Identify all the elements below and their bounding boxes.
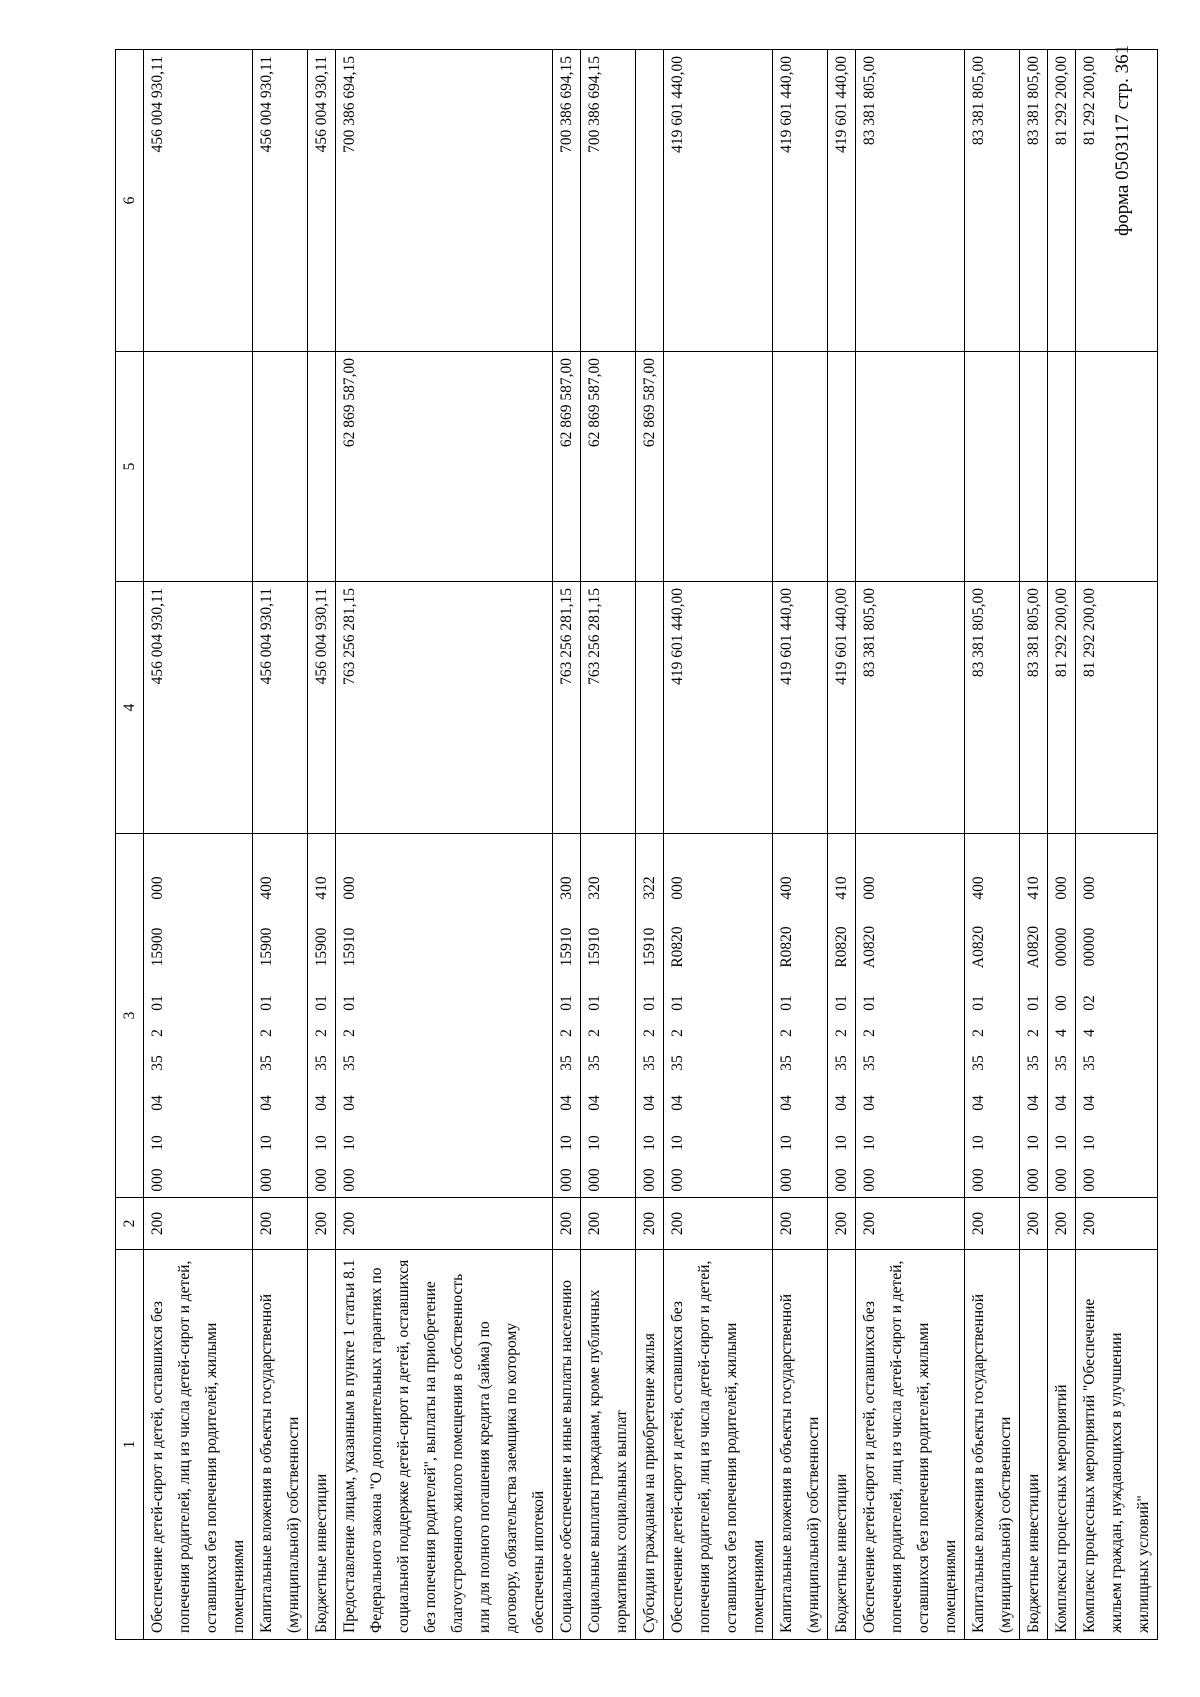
code-segment: 000 xyxy=(669,876,686,900)
row-line-code: 200 xyxy=(1048,1198,1076,1250)
code-segment: 01 xyxy=(641,995,658,1011)
code-segment: 35 xyxy=(1053,1055,1070,1071)
row-budget-classification-code xyxy=(581,834,636,1198)
row-line-code: 200 xyxy=(636,1198,664,1250)
code-segment: 10 xyxy=(586,1135,603,1151)
code-segment: 10 xyxy=(558,1135,575,1151)
row-line-code: 200 xyxy=(664,1198,773,1250)
row-approved-amount: 81 292 200,00 xyxy=(1076,582,1158,834)
row-executed-amount xyxy=(856,352,965,582)
code-segment: 04 xyxy=(1053,1095,1070,1111)
row-approved-amount xyxy=(636,582,664,834)
code-segment: 000 xyxy=(1053,876,1070,900)
code-segment: 35 xyxy=(1081,1055,1098,1071)
row-executed-amount: 62 869 587,00 xyxy=(581,352,636,582)
code-segment: 000 xyxy=(861,876,878,900)
row-executed-amount xyxy=(253,352,308,582)
row-unexecuted-amount: 419 601 440,00 xyxy=(664,50,773,352)
row-approved-amount: 456 004 930,11 xyxy=(144,582,253,834)
code-segment: 15910 xyxy=(586,927,603,967)
code-segment: 01 xyxy=(833,995,850,1011)
row-approved-amount: 83 381 805,00 xyxy=(965,582,1020,834)
row-description: Комплексы процессных мероприятий xyxy=(1048,1250,1076,1640)
row-unexecuted-amount: 419 601 440,00 xyxy=(828,50,856,352)
row-budget-classification-code xyxy=(664,834,773,1198)
code-segment: 400 xyxy=(970,876,987,900)
column-header-5: 5 xyxy=(116,352,144,582)
code-segment: 15900 xyxy=(258,927,275,967)
row-budget-classification-code xyxy=(253,834,308,1198)
code-segment: 10 xyxy=(669,1135,686,1151)
row-executed-amount xyxy=(773,352,828,582)
code-segment: 00000 xyxy=(1053,927,1070,967)
code-segment: 10 xyxy=(149,1135,166,1151)
code-segment: 000 xyxy=(558,1168,575,1192)
code-segment: A0820 xyxy=(970,925,987,969)
row-line-code: 200 xyxy=(253,1198,308,1250)
code-segment: 000 xyxy=(341,1168,358,1192)
code-segment: 2 xyxy=(641,1029,658,1037)
code-segment: 000 xyxy=(149,876,166,900)
row-unexecuted-amount: 700 386 694,15 xyxy=(336,50,553,352)
row-approved-amount: 419 601 440,00 xyxy=(828,582,856,834)
code-segment: 04 xyxy=(970,1095,987,1111)
code-segment: 322 xyxy=(641,876,658,900)
code-segment: 320 xyxy=(586,876,603,900)
column-header-6: 6 xyxy=(116,50,144,352)
row-executed-amount xyxy=(965,352,1020,582)
table-row xyxy=(253,50,308,1640)
code-segment: 410 xyxy=(1025,876,1042,900)
row-unexecuted-amount: 700 386 694,15 xyxy=(553,50,581,352)
row-line-code: 200 xyxy=(965,1198,1020,1250)
code-segment: 000 xyxy=(149,1168,166,1192)
code-segment: 04 xyxy=(778,1095,795,1111)
row-description: Бюджетные инвестиции xyxy=(828,1250,856,1640)
row-line-code: 200 xyxy=(144,1198,253,1250)
code-segment: 10 xyxy=(861,1135,878,1151)
table-row xyxy=(553,50,581,1640)
table-row xyxy=(1048,50,1076,1640)
row-budget-classification-code xyxy=(553,834,581,1198)
code-segment: 04 xyxy=(313,1095,330,1111)
code-segment: 02 xyxy=(1081,995,1098,1011)
row-line-code: 200 xyxy=(828,1198,856,1250)
code-segment: 15910 xyxy=(641,927,658,967)
code-segment: 00 xyxy=(1053,995,1070,1011)
code-segment: 04 xyxy=(558,1095,575,1111)
code-segment: 04 xyxy=(641,1095,658,1111)
code-segment: 04 xyxy=(861,1095,878,1111)
row-approved-amount: 456 004 930,11 xyxy=(253,582,308,834)
code-segment: 4 xyxy=(1053,1029,1070,1037)
table-row xyxy=(336,50,553,1640)
code-segment: A0820 xyxy=(1025,925,1042,969)
code-segment: 35 xyxy=(149,1055,166,1071)
row-budget-classification-code xyxy=(773,834,828,1198)
code-segment: 35 xyxy=(1025,1055,1042,1071)
code-segment: 01 xyxy=(313,995,330,1011)
code-segment: 300 xyxy=(558,876,575,900)
code-segment: 35 xyxy=(861,1055,878,1071)
code-segment: 00000 xyxy=(1081,927,1098,967)
code-segment: 04 xyxy=(1025,1095,1042,1111)
row-executed-amount xyxy=(144,352,253,582)
row-unexecuted-amount: 83 381 805,00 xyxy=(1020,50,1048,352)
row-budget-classification-code xyxy=(308,834,336,1198)
code-segment: 35 xyxy=(641,1055,658,1071)
column-header-2: 2 xyxy=(116,1198,144,1250)
row-description: Обеспечение детей-сирот и детей, оставшихся без попечения родителей, лиц из числа детей-сирот и детей, оставшихся без попечения родителей, жилыми помещениями xyxy=(664,1250,773,1640)
row-unexecuted-amount: 81 292 200,00 xyxy=(1048,50,1076,352)
table-row xyxy=(664,50,773,1640)
table-row xyxy=(828,50,856,1640)
code-segment: 15900 xyxy=(313,927,330,967)
row-description: Бюджетные инвестиции xyxy=(308,1250,336,1640)
code-segment: 04 xyxy=(1081,1095,1098,1111)
code-segment: 410 xyxy=(833,876,850,900)
code-segment: 01 xyxy=(586,995,603,1011)
row-budget-classification-code xyxy=(856,834,965,1198)
row-line-code: 200 xyxy=(1020,1198,1048,1250)
row-line-code: 200 xyxy=(308,1198,336,1250)
code-segment: 2 xyxy=(861,1029,878,1037)
code-segment: 10 xyxy=(341,1135,358,1151)
table-row xyxy=(308,50,336,1640)
code-segment: 000 xyxy=(258,1168,275,1192)
row-description: Социальные выплаты гражданам, кроме публичных нормативных социальных выплат xyxy=(581,1250,636,1640)
row-approved-amount: 763 256 281,15 xyxy=(553,582,581,834)
row-executed-amount xyxy=(664,352,773,582)
column-header-1: 1 xyxy=(116,1250,144,1640)
code-segment: 000 xyxy=(313,1168,330,1192)
code-segment: 10 xyxy=(641,1135,658,1151)
code-segment: 10 xyxy=(313,1135,330,1151)
row-approved-amount: 456 004 930,11 xyxy=(308,582,336,834)
row-executed-amount xyxy=(308,352,336,582)
row-budget-classification-code xyxy=(1076,834,1158,1198)
code-segment: 10 xyxy=(778,1135,795,1151)
code-segment: 35 xyxy=(586,1055,603,1071)
code-segment: 000 xyxy=(1025,1168,1042,1192)
row-approved-amount: 419 601 440,00 xyxy=(664,582,773,834)
table-row xyxy=(581,50,636,1640)
row-approved-amount: 81 292 200,00 xyxy=(1048,582,1076,834)
row-unexecuted-amount: 419 601 440,00 xyxy=(773,50,828,352)
code-segment: 2 xyxy=(669,1029,686,1037)
row-approved-amount: 763 256 281,15 xyxy=(336,582,553,834)
row-description: Капитальные вложения в объекты государственной (муниципальной) собственности xyxy=(965,1250,1020,1640)
code-segment: 2 xyxy=(258,1029,275,1037)
row-unexecuted-amount xyxy=(636,50,664,352)
row-unexecuted-amount: 83 381 805,00 xyxy=(856,50,965,352)
code-segment: 01 xyxy=(669,995,686,1011)
code-segment: 2 xyxy=(970,1029,987,1037)
column-header-4: 4 xyxy=(116,582,144,834)
row-executed-amount xyxy=(1048,352,1076,582)
row-description: Обеспечение детей-сирот и детей, оставшихся без попечения родителей, лиц из числа детей-сирот и детей, оставшихся без попечения родителей, жилыми помещениями xyxy=(144,1250,253,1640)
code-segment: 35 xyxy=(558,1055,575,1071)
table-row xyxy=(144,50,253,1640)
row-budget-classification-code xyxy=(1048,834,1076,1198)
row-executed-amount: 62 869 587,00 xyxy=(553,352,581,582)
row-unexecuted-amount: 456 004 930,11 xyxy=(144,50,253,352)
code-segment: 10 xyxy=(1053,1135,1070,1151)
row-approved-amount: 763 256 281,15 xyxy=(581,582,636,834)
code-segment: 2 xyxy=(558,1029,575,1037)
code-segment: 35 xyxy=(313,1055,330,1071)
code-segment: 01 xyxy=(149,995,166,1011)
table-row xyxy=(773,50,828,1640)
code-segment: 01 xyxy=(558,995,575,1011)
row-line-code: 200 xyxy=(773,1198,828,1250)
row-description: Социальное обеспечение и иные выплаты населению xyxy=(553,1250,581,1640)
code-segment: 10 xyxy=(833,1135,850,1151)
row-budget-classification-code xyxy=(965,834,1020,1198)
row-description: Капитальные вложения в объекты государственной (муниципальной) собственности xyxy=(773,1250,828,1640)
code-segment: 2 xyxy=(341,1029,358,1037)
code-segment: 2 xyxy=(1025,1029,1042,1037)
code-segment: 35 xyxy=(258,1055,275,1071)
column-number-row xyxy=(116,50,144,1640)
code-segment: 04 xyxy=(341,1095,358,1111)
row-description: Капитальные вложения в объекты государственной (муниципальной) собственности xyxy=(253,1250,308,1640)
code-segment: A0820 xyxy=(861,925,878,969)
code-segment: 01 xyxy=(970,995,987,1011)
code-segment: 15900 xyxy=(149,927,166,967)
code-segment: 01 xyxy=(778,995,795,1011)
row-description: Комплекс процессных мероприятий "Обеспечение жильем граждан, нуждающихся в улучшении жилищных условий" xyxy=(1076,1250,1158,1640)
code-segment: 01 xyxy=(258,995,275,1011)
row-unexecuted-amount: 700 386 694,15 xyxy=(581,50,636,352)
row-unexecuted-amount: 456 004 930,11 xyxy=(253,50,308,352)
form-page-label: форма 0503117 стр. 361 xyxy=(1112,45,1133,237)
row-unexecuted-amount: 456 004 930,11 xyxy=(308,50,336,352)
code-segment: 2 xyxy=(586,1029,603,1037)
table-row xyxy=(1020,50,1048,1640)
code-segment: 000 xyxy=(1053,1168,1070,1192)
code-segment: 000 xyxy=(1081,1168,1098,1192)
code-segment: 000 xyxy=(586,1168,603,1192)
row-budget-classification-code xyxy=(828,834,856,1198)
row-approved-amount: 83 381 805,00 xyxy=(856,582,965,834)
row-budget-classification-code xyxy=(636,834,664,1198)
code-segment: 000 xyxy=(778,1168,795,1192)
table-row xyxy=(965,50,1020,1640)
code-segment: R0820 xyxy=(778,926,795,968)
row-executed-amount xyxy=(1020,352,1048,582)
row-executed-amount xyxy=(828,352,856,582)
code-segment: 35 xyxy=(970,1055,987,1071)
row-description: Субсидии гражданам на приобретение жилья xyxy=(636,1250,664,1640)
row-executed-amount: 62 869 587,00 xyxy=(336,352,553,582)
row-line-code: 200 xyxy=(856,1198,965,1250)
row-budget-classification-code xyxy=(144,834,253,1198)
code-segment: 35 xyxy=(833,1055,850,1071)
code-segment: 4 xyxy=(1081,1029,1098,1037)
code-segment: R0820 xyxy=(833,926,850,968)
row-description: Обеспечение детей-сирот и детей, оставшихся без попечения родителей, лиц из числа детей-сирот и детей, оставшихся без попечения родителей, жилыми помещениями xyxy=(856,1250,965,1640)
row-line-code: 200 xyxy=(1076,1198,1158,1250)
code-segment: R0820 xyxy=(669,926,686,968)
row-budget-classification-code xyxy=(336,834,553,1198)
code-segment: 000 xyxy=(641,1168,658,1192)
table-body xyxy=(144,50,1158,1640)
code-segment: 01 xyxy=(341,995,358,1011)
column-header-3: 3 xyxy=(116,834,144,1198)
row-approved-amount: 419 601 440,00 xyxy=(773,582,828,834)
code-segment: 2 xyxy=(778,1029,795,1037)
code-segment: 35 xyxy=(669,1055,686,1071)
code-segment: 2 xyxy=(149,1029,166,1037)
code-segment: 10 xyxy=(258,1135,275,1151)
row-unexecuted-amount: 81 292 200,00 xyxy=(1076,50,1158,352)
code-segment: 10 xyxy=(1081,1135,1098,1151)
row-executed-amount: 62 869 587,00 xyxy=(636,352,664,582)
code-segment: 15910 xyxy=(341,927,358,967)
code-segment: 10 xyxy=(970,1135,987,1151)
table-row xyxy=(1076,50,1158,1640)
row-executed-amount xyxy=(1076,352,1158,582)
row-approved-amount: 83 381 805,00 xyxy=(1020,582,1048,834)
row-budget-classification-code xyxy=(1020,834,1048,1198)
code-segment: 01 xyxy=(861,995,878,1011)
row-unexecuted-amount: 83 381 805,00 xyxy=(965,50,1020,352)
code-segment: 2 xyxy=(313,1029,330,1037)
code-segment: 04 xyxy=(258,1095,275,1111)
code-segment: 2 xyxy=(833,1029,850,1037)
budget-execution-table xyxy=(115,49,1158,1640)
code-segment: 04 xyxy=(149,1095,166,1111)
row-line-code: 200 xyxy=(553,1198,581,1250)
code-segment: 410 xyxy=(313,876,330,900)
code-segment: 15910 xyxy=(558,927,575,967)
code-segment: 04 xyxy=(586,1095,603,1111)
code-segment: 000 xyxy=(970,1168,987,1192)
code-segment: 04 xyxy=(669,1095,686,1111)
code-segment: 000 xyxy=(1081,876,1098,900)
row-description: Бюджетные инвестиции xyxy=(1020,1250,1048,1640)
code-segment: 04 xyxy=(833,1095,850,1111)
code-segment: 000 xyxy=(341,876,358,900)
code-segment: 35 xyxy=(341,1055,358,1071)
code-segment: 400 xyxy=(258,876,275,900)
code-segment: 01 xyxy=(1025,995,1042,1011)
table-row xyxy=(856,50,965,1640)
code-segment: 000 xyxy=(833,1168,850,1192)
table-row xyxy=(636,50,664,1640)
row-line-code: 200 xyxy=(336,1198,553,1250)
code-segment: 35 xyxy=(778,1055,795,1071)
row-description: Предоставление лицам, указанным в пункте 1 статьи 8.1 Федерального закона "О дополнительных гарантиях по социальной поддержке детей-сирот и детей, оставшихся без попечения родителей", выплаты на приобретение благоустроенного жилого помещения в собственность или для полного погашения кредита (займа) по договору, обязательства заемщика по которому обеспечены ипотекой xyxy=(336,1250,553,1640)
code-segment: 000 xyxy=(669,1168,686,1192)
row-line-code: 200 xyxy=(581,1198,636,1250)
code-segment: 10 xyxy=(1025,1135,1042,1151)
code-segment: 000 xyxy=(861,1168,878,1192)
code-segment: 400 xyxy=(778,876,795,900)
